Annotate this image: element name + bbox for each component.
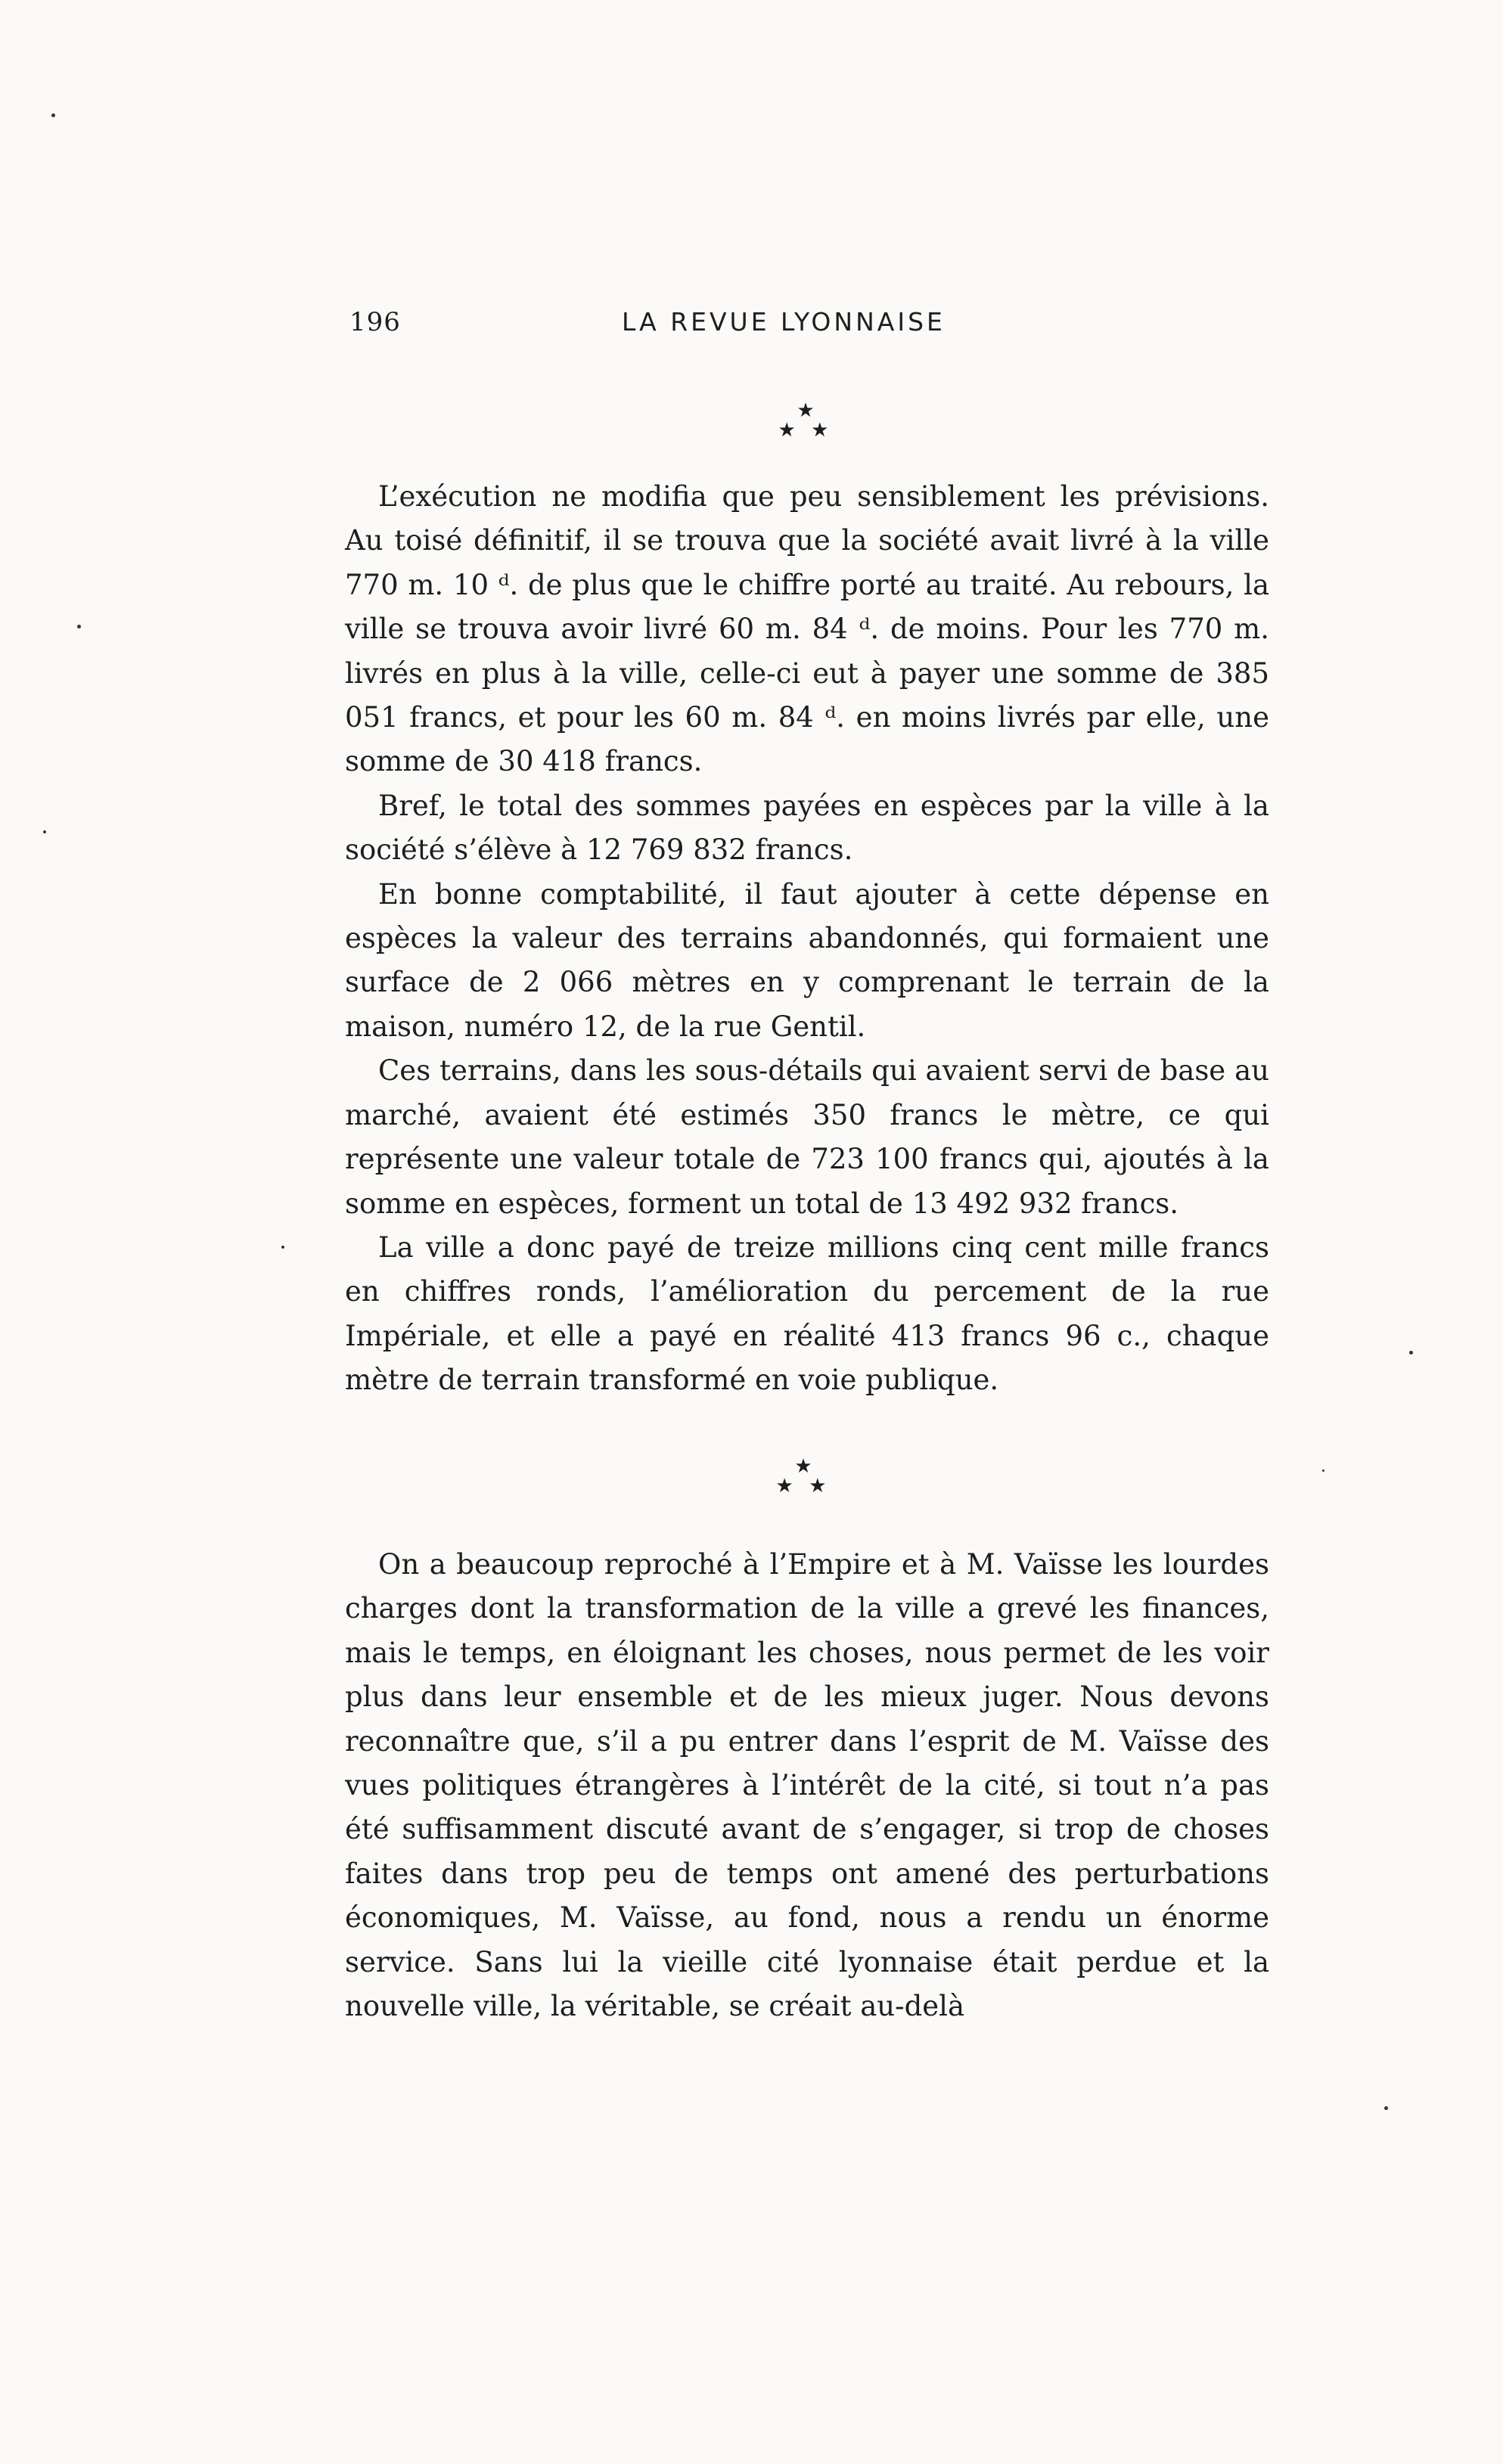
scan-speck [1384,2106,1388,2110]
journal-title: LA REVUE LYONNAISE [622,307,946,337]
separator-stars-icon: ★ ★ [778,419,834,442]
separator-stars-icon: ★ ★ [775,1475,831,1497]
page-number: 196 [349,307,401,337]
paragraph: La ville a donc payé de treize millions cinq cent mille francs en chiffres ronds, l’amélioration du percement de la rue Impériale, et elle a payé en réalité 413 francs 96 c., chaque mètre de terrain transformé en voie publique. [345,1230,1269,1397]
separator-star-icon: ★ [794,1455,812,1478]
paragraph: L’exécution ne modifia que peu sensiblement les prévisions. Au toisé définitif, il se trouva que la société avait livré à la ville 770 m. 10 ᵈ. de plus que le chiffre porté au traité. Au rebours, la ville se trouva avoir livré 60 m. 84 ᵈ. de moins. Pour les 770 m. livrés en plus à la ville, celle-ci eut à payer une somme de 385 051 francs, et pour les 60 m. 84 ᵈ. en moins livrés par elle, une somme de 30 418 francs. [345,480,1269,778]
scan-speck [1409,1351,1413,1355]
body-text-section-two [345,1543,1269,2028]
separator-star-icon: ★ [797,399,815,422]
scan-speck [51,113,55,117]
running-head [349,307,1269,345]
section-separator [773,1457,834,1502]
scan-speck [77,625,81,628]
body-text-section-one [345,475,1269,1403]
paragraph: Bref, le total des sommes payées en espèces par la ville à la société s’élève à 12 769 832 francs. [345,789,1269,867]
scan-speck [281,1246,284,1249]
paragraph: On a beaucoup reproché à l’Empire et à M. Vaïsse les lourdes charges dont la transformation de la ville a grevé les finances, mais le temps, en éloignant les choses, nous permet de les voir plus dans leur ensemble et de les mieux juger. Nous devons reconnaître que, s’il a pu entrer dans l’esprit de M. Vaïsse des vues politiques étrangères à l’intérêt de la cité, si tout n’a pas été suffisamment discuté avant de s’engager, si trop de choses faites dans trop peu de temps ont amené des perturbations économiques, M. Vaïsse, au fond, nous a rendu un énorme service. Sans lui la vieille cité lyonnaise était perdue et la nouvelle ville, la véritable, se créait au-delà [345,1548,1269,2023]
scan-speck [1322,1469,1324,1472]
scan-speck [43,830,46,833]
paragraph: En bonne comptabilité, il faut ajouter à cette dépense en espèces la valeur des terrains abandonnés, qui formaient une surface de 2 066 mètres en y comprenant le terrain de la maison, numéro 12, de la rue Gentil. [345,877,1269,1043]
section-separator [775,401,836,446]
paragraph: Ces terrains, dans les sous-détails qui avaient servi de base au marché, avaient été estimés 350 francs le mètre, ce qui représente une valeur totale de 723 100 francs qui, ajoutés à la somme en espèces, forment un total de 13 492 932 francs. [345,1054,1269,1220]
